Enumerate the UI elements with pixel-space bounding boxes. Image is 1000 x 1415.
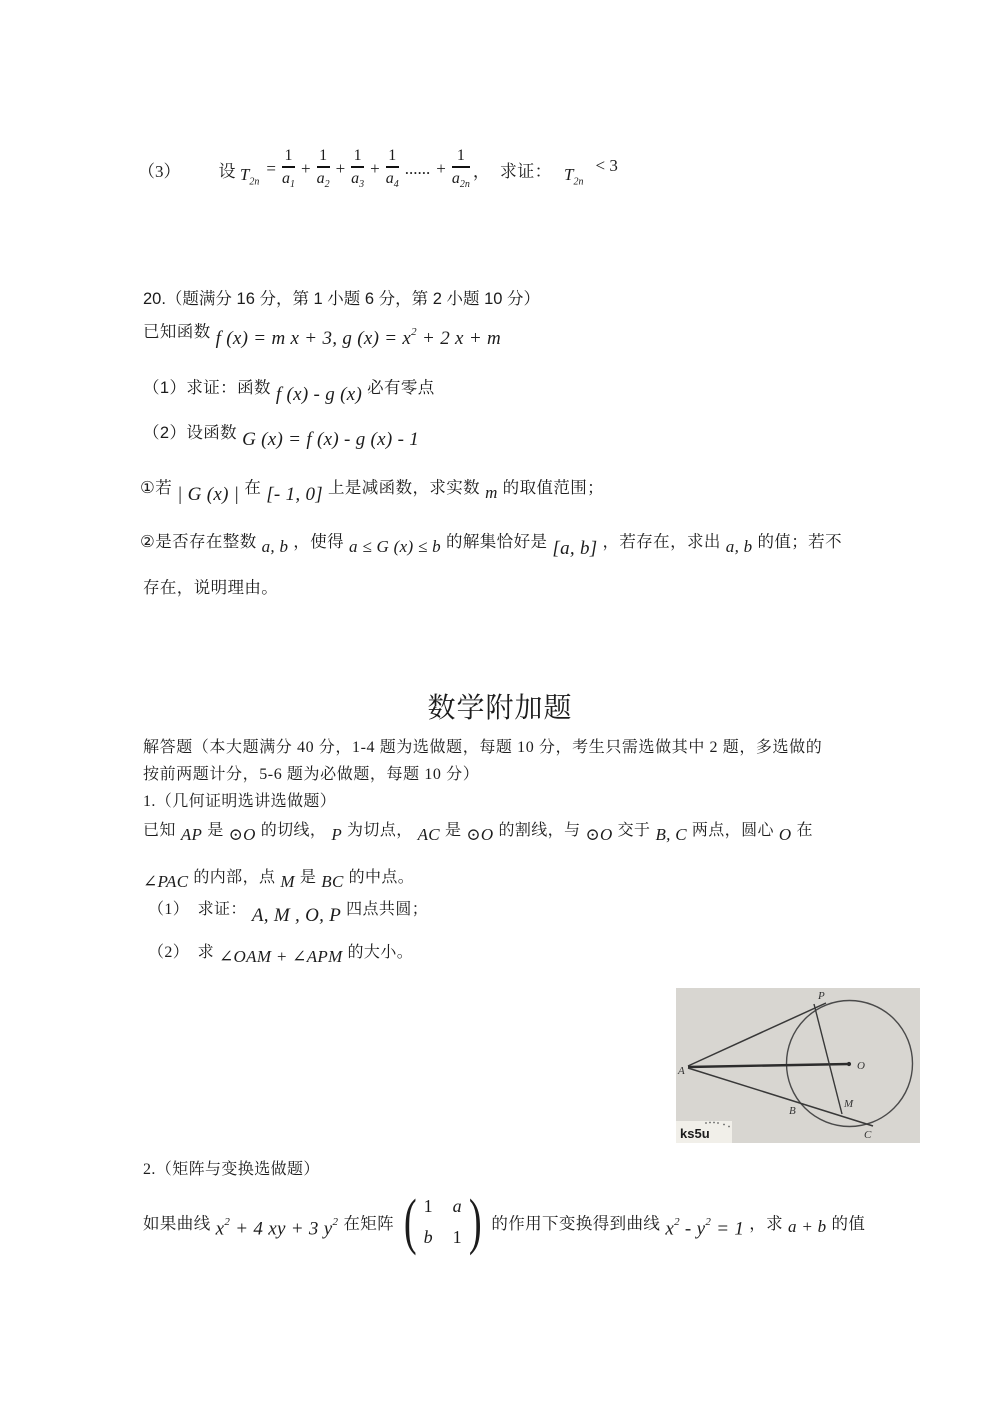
text-run: 两点，圆心: [691, 822, 774, 839]
text-run: 为切点，: [347, 822, 413, 839]
matrix-cell-12: a: [452, 1195, 462, 1216]
text-run: 是: [299, 869, 317, 886]
problem-20-case2-end-line: 存在，说明理由。: [143, 579, 279, 597]
matrix-cell-11: 1: [423, 1195, 433, 1216]
text-run: 的切线，: [260, 822, 327, 839]
addendum-instructions-line1: 解答题（本大题满分 40 分，1-4 题为选做题，每题 10 分，考生只需选做其中 2 题，多选做的: [143, 739, 823, 756]
text-run: 交于: [617, 822, 651, 839]
text-run: 在: [796, 822, 813, 839]
problem-20-case1-line: [140, 476, 605, 505]
text-run: 的解集恰好是: [445, 533, 548, 551]
point-label-B: B: [789, 1105, 796, 1117]
problem-20-known-line: [143, 320, 506, 349]
math-run: BC: [321, 872, 344, 891]
text-run: 上是减函数，求实数: [327, 479, 481, 497]
fraction: $\frac{1}{a_4}$: [385, 147, 399, 190]
text-run: 的取值范围；: [502, 479, 605, 497]
math-run: ∠PAC: [143, 872, 189, 891]
problem-20-part2-line: [143, 421, 424, 450]
term-T2n: [240, 165, 259, 187]
equals-sign: =: [266, 159, 276, 178]
text-run: （1）求证：函数: [143, 379, 271, 397]
subscript: 2n: [459, 178, 470, 190]
text-run: ，求: [749, 1214, 783, 1233]
point-label-A: A: [678, 1065, 685, 1077]
subscript: 4: [393, 178, 399, 190]
matrix-cells: [424, 1196, 462, 1248]
math-run: P: [331, 825, 343, 844]
text-run: 的值；若不: [757, 533, 842, 551]
point-label-P: P: [818, 990, 825, 1002]
math-run: m: [485, 483, 498, 502]
text-run: 的中点。: [348, 869, 415, 886]
matrix-cell-22: 1: [452, 1226, 462, 1247]
superscript: 2: [332, 1215, 339, 1228]
subscript: 2n: [573, 176, 584, 188]
math-run: [- 1, 0]: [266, 484, 323, 505]
text-run: 设: [218, 161, 236, 181]
math-run: G (x) = f (x) - g (x) - 1: [242, 429, 420, 450]
math-symbol: T: [239, 164, 250, 184]
term-T2n: [564, 165, 583, 187]
subscript: 1: [289, 178, 295, 190]
matrix-cell-21: b: [423, 1226, 433, 1247]
problem-1-header: 1.（几何证明选讲选做题）: [143, 793, 337, 810]
math-run: B, C: [655, 825, 687, 844]
math-symbol: T: [564, 164, 574, 184]
right-paren: ): [468, 1187, 482, 1256]
plus-sign: +: [370, 159, 380, 178]
fraction-bar: [317, 166, 330, 167]
text-run: ①若: [140, 479, 173, 497]
comma: ，: [472, 161, 490, 181]
text-run: 的值: [831, 1214, 866, 1233]
addendum-title: 数学附加题: [427, 693, 573, 724]
math-run: AP: [180, 825, 203, 844]
center-point-O: [847, 1062, 851, 1066]
addendum-instructions-line2: 按前两题计分，5-6 题为必做题，每题 10 分）: [143, 766, 480, 783]
fraction-bar: [351, 166, 364, 167]
problem-2-header: 2.（矩阵与变换选做题）: [143, 1161, 320, 1178]
text-run: 在: [244, 479, 262, 497]
problem-1-sub2: [148, 941, 414, 966]
problem-1-sub1: [148, 897, 429, 926]
text-run: （2）设函数: [143, 424, 238, 442]
math-run: [a, b]: [552, 538, 598, 559]
superscript: 2: [705, 1215, 712, 1228]
geometry-figure: [676, 988, 920, 1143]
fraction-bar: [386, 166, 399, 167]
math-run: M: [280, 872, 295, 891]
text-run: ，若存在，求出: [602, 533, 721, 551]
text-run: 必有零点: [367, 379, 435, 397]
text-run: 是: [444, 822, 462, 839]
point-label-C: C: [864, 1129, 872, 1141]
item-number: （3）: [138, 161, 181, 181]
math-run: a ≤ G (x) ≤ b: [349, 537, 441, 556]
text-run: （1） 求证：: [148, 901, 247, 918]
transformation-matrix: [400, 1187, 485, 1256]
ellipsis: ......: [404, 159, 431, 178]
text-run: 如果曲线: [143, 1214, 211, 1233]
fraction: $\frac{1}{a_2}$: [316, 147, 330, 190]
text-run: 的内部，点: [193, 869, 276, 886]
point-label-M: M: [844, 1098, 854, 1110]
fraction-bar: [282, 166, 295, 167]
superscript: 2: [224, 1215, 231, 1228]
math-run: f (x) - g (x): [275, 384, 363, 405]
math-run: A, M , O, P: [251, 905, 342, 926]
fraction-bar: [452, 166, 470, 167]
subscript: 2: [324, 178, 330, 190]
left-paren: (: [403, 1187, 417, 1256]
math-run: AC: [417, 825, 440, 844]
math-run: f (x) = m x + 3, g $(x) = x^2 + 2$ x + m: [215, 325, 502, 349]
text-run: ，使得: [293, 533, 344, 551]
text-run: 是: [207, 822, 224, 839]
problem-20-header: 20.（题满分 16 分，第 1 小题 6 分，第 2 小题 10 分）: [143, 290, 541, 308]
text-run: 四点共圆；: [346, 901, 429, 918]
superscript: 2: [674, 1215, 680, 1228]
watermark-text: ks5u: [680, 1126, 710, 1141]
math-run: ⊙O: [228, 825, 256, 844]
inequality: < 3: [595, 156, 618, 175]
problem-1-line1: [143, 819, 813, 844]
text-run: 在矩阵: [343, 1214, 395, 1233]
math-run: ∠OAM + ∠APM: [219, 947, 343, 966]
plus-sign: +: [335, 159, 346, 178]
math-run: ⊙O: [585, 825, 613, 844]
subscript: 3: [359, 178, 365, 190]
math-run: $x^2 - y^2 = 1$: [665, 1215, 745, 1240]
math-run: | G (x) |: [177, 484, 240, 505]
fraction: $\frac{1}{a_1}$: [281, 147, 295, 190]
problem-20-part1-line: [143, 376, 435, 405]
text-run: 的割线，与: [498, 822, 581, 839]
math-run: a, b: [261, 537, 289, 556]
sequence-sum-formula-line: [138, 139, 618, 199]
text-run: （2） 求: [148, 944, 215, 961]
text-run: 的大小。: [347, 944, 414, 961]
text-run: 已知: [143, 822, 176, 839]
point-label-O: O: [857, 1060, 865, 1072]
text-run: 求证：: [499, 161, 553, 181]
problem-20-case2-line: [140, 530, 842, 559]
text-run: 的作用下变换得到曲线: [491, 1214, 661, 1233]
plus-sign: +: [436, 159, 446, 178]
math-run: O: [778, 825, 792, 844]
math-run: $x^2 + 4$ xy + 3 $y^2$: [215, 1215, 339, 1240]
text-run: ②是否存在整数: [140, 533, 257, 551]
geometry-figure-svg: [676, 988, 920, 1143]
math-run: ⊙O: [466, 825, 494, 844]
problem-2-line: [143, 1184, 865, 1260]
problem-1-line2: [143, 866, 415, 891]
fraction: $\frac{1}{a_3}$: [351, 147, 365, 190]
math-run: a, b: [725, 537, 753, 556]
subscript: 2n: [249, 176, 260, 188]
math-run: a + b: [788, 1217, 827, 1236]
superscript: 2: [411, 325, 417, 338]
fraction: $\frac{1}{a_{2n}}$: [451, 147, 470, 190]
plus-sign: +: [300, 159, 311, 178]
text-run: 已知函数: [143, 323, 211, 341]
